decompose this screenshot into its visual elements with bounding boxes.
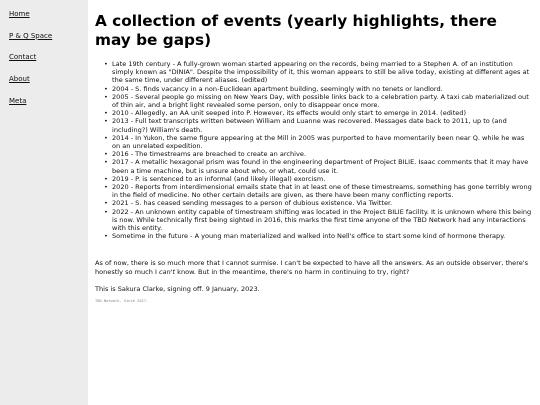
event-item: • Sometime in the future - A young man materialized and walked into Nell's office to start some kind of hormone therapy. <box>104 232 532 240</box>
event-item: • 2004 - S. finds vacancy in a non-Euclidean apartment building, seemingly with no tenets or landlord. <box>104 85 532 93</box>
closing-paragraph <box>95 259 532 275</box>
event-item: • Late 19th century - A fully-grown woman started appearing on the records, being married to a Stephen A. of an institution simply known as "DINIA". Despite the impossibility of it, this woman appears to still be alive today, existing at different ages at the same time, under different aliases. (edited) <box>104 60 532 85</box>
signoff-text: This is Sakura Clarke, signing off. 9 January, 2023. <box>95 284 260 293</box>
footer-text: TBD Network. Since 2017. <box>95 299 149 304</box>
event-item: • 2019 - P. is sentenced to an informal (and likely illegal) exorcism. <box>104 175 532 183</box>
event-item: • 2014 - In Yukon, the same figure appearing at the Mill in 2005 was purported to have momentarily been near Q. while he was on an unrelated expedition. <box>104 134 532 150</box>
event-item: • 2013 - Full text transcripts written between William and Luanne was recovered. Messages date back to 2011, up to (and including?) William's death. <box>104 117 532 133</box>
nav-link-about[interactable]: About <box>9 75 30 84</box>
event-item: • 2010 - Allegedly, an AA unit seeped into P. However, its effects would only start to emerge in 2014. (edited) <box>104 109 532 117</box>
event-item: • 2005 - Several people go missing on New Years Day, with possible links back to a celebration party. A taxi cab materialized out of thin air, and a bright light revealed some person, only to disappear once more. <box>104 93 532 109</box>
event-item: • 2016 - The timestreams are breached to create an archive. <box>104 150 532 158</box>
nav-link-contact[interactable]: Contact <box>9 53 37 62</box>
event-item: • 2022 - An unknown entity capable of timestream shifting was located in the Project BILIE facility. It is unknown where this being is now. While technically first being sighted in 2016, this marks the first time anyone of the TBD Network had any interactions with this entity. <box>104 208 532 233</box>
sidebar-nav <box>0 0 88 405</box>
page-title: A collection of events (yearly highlights, there may be gaps) <box>95 12 497 49</box>
nav-link-meta[interactable]: Meta <box>9 96 27 105</box>
main-content <box>95 12 532 303</box>
event-list <box>104 60 532 240</box>
closing-emphasis: can't <box>158 267 176 276</box>
event-item: • 2017 - A metallic hexagonal prism was found in the engineering department of Project BILIE. Isaac comments that it may have been a time machine, but is unsure about who, or what, could use it. <box>104 158 532 174</box>
closing-text-start: As of now, there is so much more that I cannot surmise. I can't be expected to have all the answers. As an outside observer, there's honestly so much I <box>95 259 528 276</box>
event-item: • 2021 - S. has ceased sending messages to a person of dubious existence. Via Twitter. <box>104 199 532 207</box>
closing-text-end: know. But in the meantime, there's no harm in continuing to try, right? <box>175 267 410 276</box>
nav-link-home[interactable]: Home <box>9 10 30 18</box>
event-item: • 2020 - Reports from interdimensional emails state that in at least one of these timestreams, something has gone terribly wrong in the field of medicine. No other certain details are given, as there have been many conflicting reports. <box>104 183 532 199</box>
nav-link-pq-space[interactable]: P & Q Space <box>9 31 53 40</box>
